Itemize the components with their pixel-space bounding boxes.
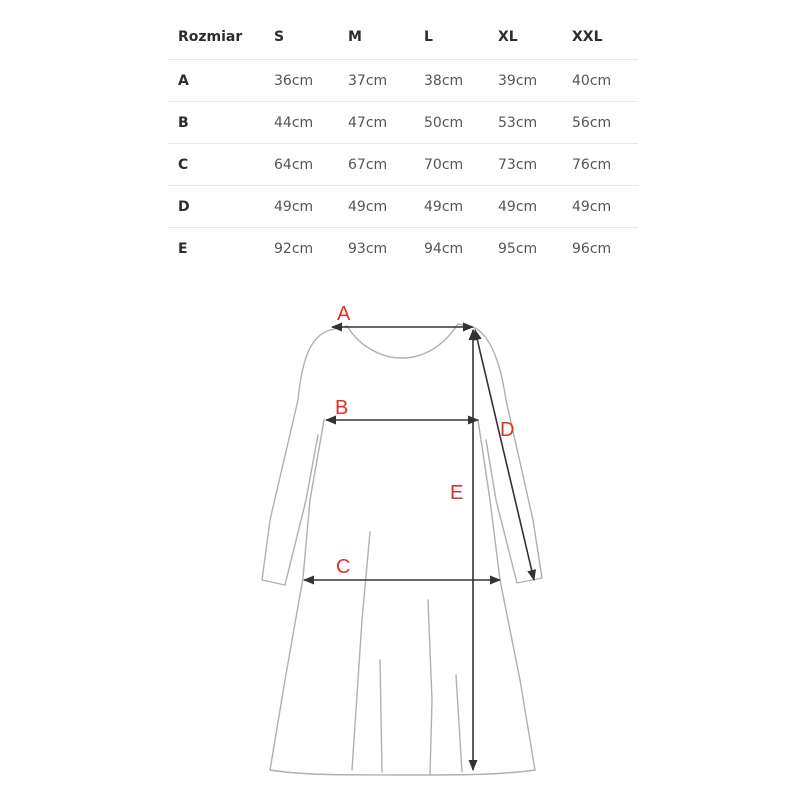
label-a: A [337, 303, 351, 325]
cell-value: 53cm [488, 102, 562, 144]
header-size-label: Rozmiar [168, 15, 264, 60]
cell-value: 73cm [488, 144, 562, 186]
cell-value: 49cm [488, 186, 562, 228]
left-sleeve-inner [285, 435, 318, 585]
cell-value: 93cm [348, 240, 388, 257]
cell-value: 49cm [264, 186, 338, 228]
cell-value: 40cm [562, 60, 638, 102]
label-c: C [336, 556, 351, 578]
label-d: D [500, 419, 515, 441]
row-label-a: A [168, 60, 264, 102]
skirt-left [270, 578, 303, 770]
neckline [347, 324, 458, 358]
cell-value: 37cm [338, 60, 414, 102]
cell-value: 36cm [264, 60, 338, 102]
measurement-labels [335, 303, 514, 578]
label-e: E [450, 482, 464, 504]
cell-value: 49cm [414, 186, 488, 228]
row-label-b: B [168, 102, 264, 144]
hem [270, 770, 535, 775]
cell-value: 49cm [338, 186, 414, 228]
skirt-right [500, 580, 535, 770]
label-b: B [335, 397, 349, 419]
cell-value: 94cm [424, 240, 464, 257]
left-sleeve-cuff [262, 580, 285, 585]
skirt-fold [456, 675, 462, 772]
cell-value: 92cm [274, 240, 314, 257]
header-size-l: L [414, 15, 488, 60]
measurement-arrows [304, 327, 534, 770]
right-sleeve-outer [475, 328, 542, 578]
cell-value: 64cm [264, 144, 338, 186]
cell-value: 49cm [562, 186, 638, 228]
cell-value: 50cm [414, 102, 488, 144]
right-sleeve-cuff [517, 578, 542, 583]
cell-value: 44cm [264, 102, 338, 144]
cell-value: 47cm [338, 102, 414, 144]
skirt-fold [428, 600, 432, 775]
cell-value: 95cm [498, 240, 538, 257]
row-label-e: E [178, 240, 188, 257]
cell-value: 76cm [562, 144, 638, 186]
skirt-fold [352, 532, 370, 770]
right-sleeve-inner [486, 440, 517, 583]
header-size-m: M [338, 15, 414, 60]
cell-value: 67cm [338, 144, 414, 186]
row-label-c: C [168, 144, 264, 186]
header-size-xxl: XXL [562, 15, 638, 60]
header-size-xl: XL [488, 15, 562, 60]
row-label-d: D [168, 186, 264, 228]
cell-value: 38cm [414, 60, 488, 102]
cell-value: 96cm [572, 240, 612, 257]
header-size-s: S [264, 15, 338, 60]
cell-value: 39cm [488, 60, 562, 102]
cell-value: 70cm [414, 144, 488, 186]
dress-outline [262, 324, 542, 775]
skirt-fold [380, 660, 382, 772]
cell-value: 56cm [562, 102, 638, 144]
